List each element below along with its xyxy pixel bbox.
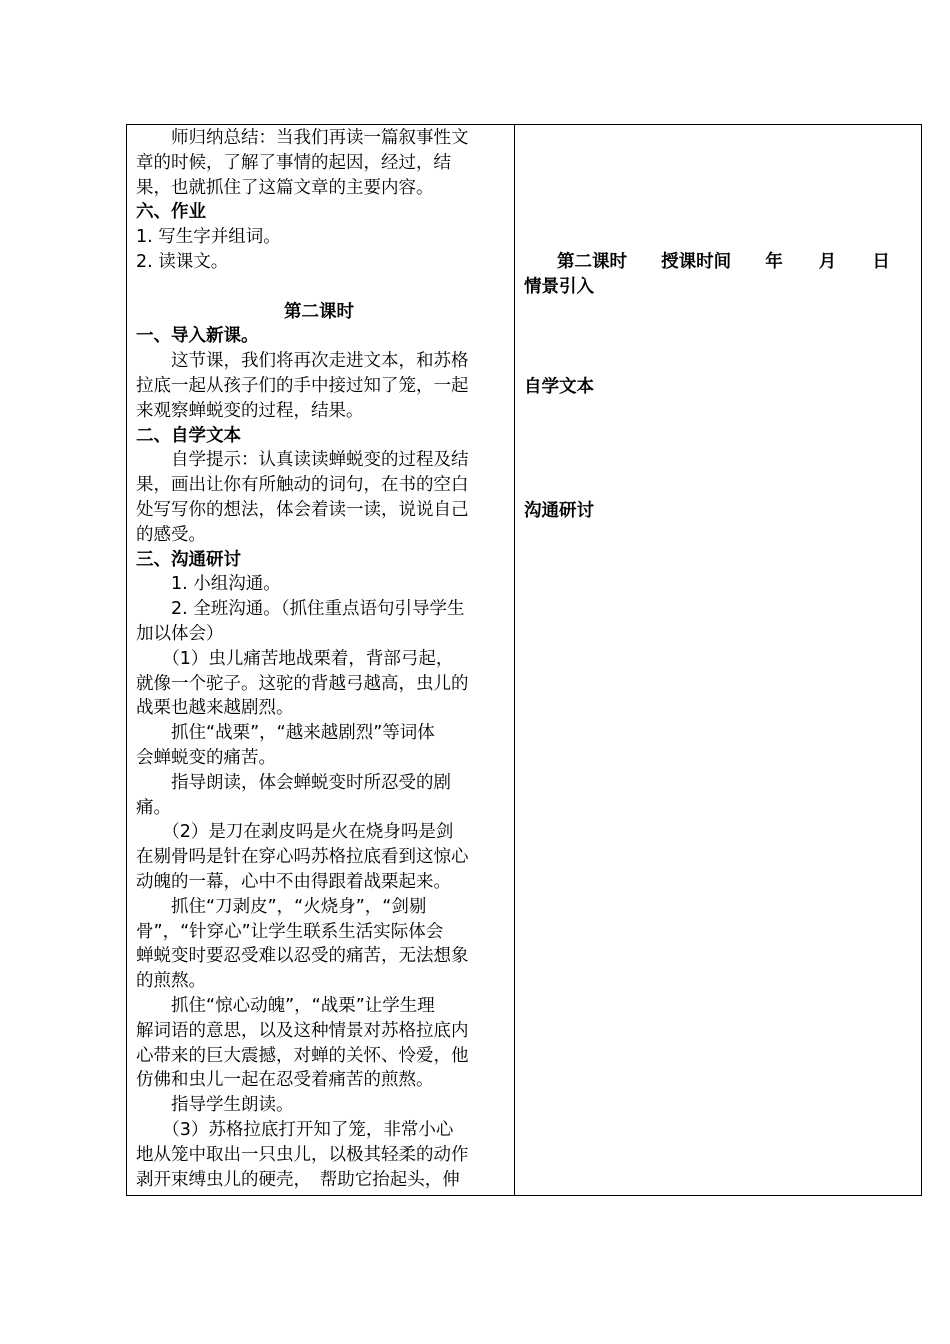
lesson-header: [557, 250, 890, 274]
day-label: 日: [872, 252, 890, 272]
text-line: 动魄的一幕，心中不由得跟着战栗起来。: [136, 872, 451, 892]
section-label-intro: 情景引入: [524, 277, 594, 297]
text-line: （1）虫儿痛苦地战栗着，背部弓起，: [136, 648, 454, 669]
text-line: 果，也就抓住了这篇文章的主要内容。: [136, 177, 434, 198]
text-line: 1. 小组沟通。: [136, 574, 281, 595]
text-line: 师归纳总结：当我们再读一篇叙事性文: [136, 128, 469, 148]
column-divider: [514, 125, 515, 1195]
text-line: 就像一个驼子。这驼的背越弓越高，虫儿的: [136, 673, 469, 694]
text-line: （2）是刀在剥皮吗是火在烧身吗是剑: [136, 822, 454, 843]
text-line: 蝉蜕变时要忍受难以忍受的痛苦，无法想象: [136, 946, 469, 967]
text-line: 抓住“刀剥皮”，“火烧身”，“剑剔: [136, 896, 427, 917]
text-line: 战栗也越来越剧烈。: [136, 698, 294, 719]
text-line: 解词语的意思，以及这种情景对苏格拉底内: [136, 1020, 469, 1041]
text-line: 处写写你的想法，体会着读一读，说说自己: [136, 500, 469, 520]
text-line: 痛。: [136, 797, 171, 818]
text-line: 指导学生朗读。: [136, 1095, 294, 1116]
text-line: 加以体会）: [136, 624, 224, 644]
text-line: 在剔骨吗是针在穿心吗苏格拉底看到这惊心: [136, 847, 469, 868]
section-heading: 三、沟通研讨: [136, 549, 241, 570]
text-line: 1. 写生字并组词。: [136, 227, 281, 248]
text-line: 心带来的巨大震撼，对蝉的关怀、怜爱，他: [136, 1045, 469, 1066]
text-line: 的煎熬。: [136, 971, 206, 992]
lesson-plan-table: [126, 124, 922, 1196]
year-label: 年: [765, 252, 783, 272]
section-heading: 六、作业: [136, 202, 206, 223]
section-label-self-study: 自学文本: [524, 377, 594, 397]
text-line: 抓住“惊心动魄”，“战栗”让学生理: [136, 996, 435, 1016]
text-line: 来观察蝉蜕变的过程，结果。: [136, 400, 364, 421]
text-line: 会蝉蜕变的痛苦。: [136, 748, 276, 768]
teaching-time-label: 授课时间: [661, 252, 732, 272]
month-label: 月: [818, 252, 837, 272]
text-line: 这节课，我们将再次走进文本，和苏格: [136, 351, 469, 372]
text-line: 骨”，“针穿心”让学生联系生活实际体会: [136, 921, 444, 942]
text-line: 指导朗读，体会蝉蜕变时所忍受的剧: [136, 772, 451, 793]
text-line: 地从笼中取出一只虫儿，以极其轻柔的动作: [136, 1144, 469, 1165]
text-line: 2. 全班沟通。（抓住重点语句引导学生: [136, 599, 465, 620]
text-line: 章的时候，了解了事情的起因，经过，结: [136, 152, 451, 173]
section-heading: 二、自学文本: [136, 425, 241, 446]
text-line: 2. 读课文。: [136, 252, 229, 272]
section-heading: 一、导入新课。: [136, 326, 259, 347]
section-heading: 第二课时: [284, 301, 354, 322]
text-line: 拉底一起从孩子们的手中接过知了笼，一起: [136, 376, 469, 396]
section-label-discussion: 沟通研讨: [524, 501, 594, 521]
text-line: 自学提示：认真读读蝉蜕变的过程及结: [136, 450, 469, 471]
text-line: 的感受。: [136, 524, 206, 545]
text-line: 仿佛和虫儿一起在忍受着痛苦的煎熬。: [136, 1070, 434, 1091]
text-line: 抓住“战栗”，“越来越剧烈”等词体: [136, 723, 435, 744]
text-line: （3）苏格拉底打开知了笼，非常小心: [136, 1120, 454, 1140]
text-line: 果，画出让你有所触动的词句，在书的空白: [136, 475, 469, 496]
lesson-label: 第二课时: [557, 252, 627, 272]
text-line: 剥开束缚虫儿的硬壳， 帮助它抬起头，伸: [136, 1169, 460, 1190]
